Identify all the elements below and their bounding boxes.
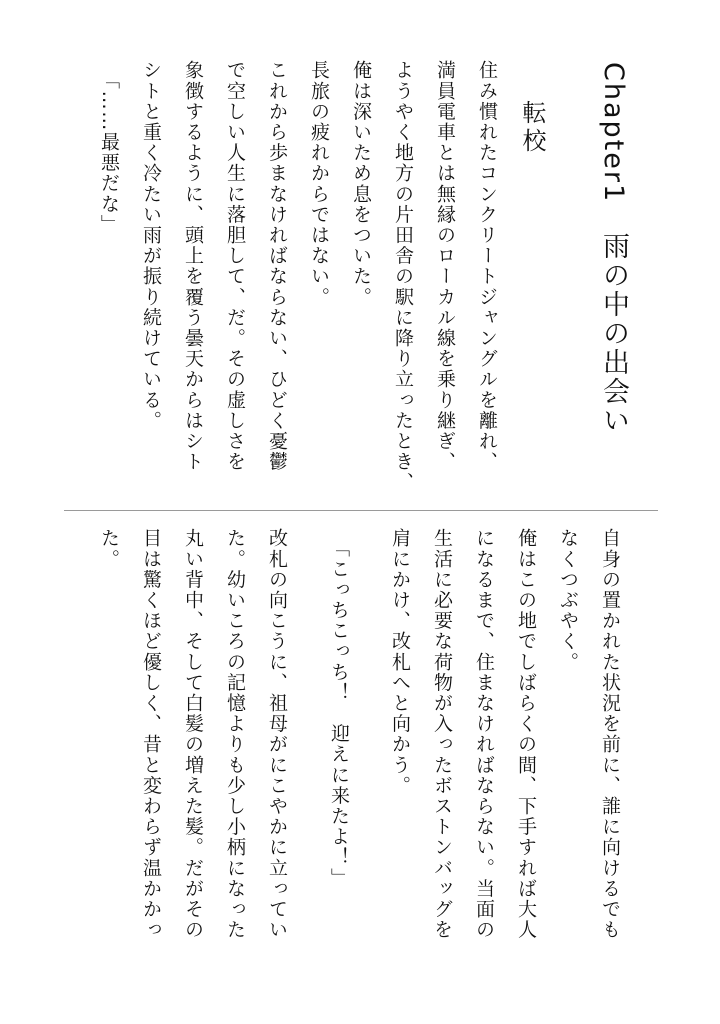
lower-body-line: た。 bbox=[98, 528, 120, 570]
upper-body-line: 俺は深いため息をついた。 bbox=[350, 60, 372, 308]
lower-body-line: 俺はこの地でしばらくの間、下手すれば大人 bbox=[515, 528, 537, 940]
lower-body-line: なくつぶやく。 bbox=[557, 528, 579, 673]
page-divider bbox=[64, 510, 658, 511]
upper-body-line: これから歩まなければならない、ひどく憂鬱 bbox=[266, 60, 288, 472]
lower-body-line: 肩にかけ、改札へと向かう。 bbox=[389, 528, 411, 796]
upper-body-line: シトと重く冷たい雨が振り続けている。 bbox=[140, 60, 162, 431]
upper-body-line: で空しい人生に落胆して、だ。その虚しさを bbox=[224, 60, 246, 472]
lower-body-line: 自身の置かれた状況を前に、誰に向けるでも bbox=[599, 528, 621, 940]
lower-dialogue-line: 「こっちこっち！ 迎えに来たよ！」 bbox=[328, 538, 350, 889]
upper-body-line: ようやく地方の片田舎の駅に降り立ったとき、 bbox=[392, 60, 414, 493]
upper-dialogue-line: 「……最悪だな」 bbox=[98, 70, 120, 235]
lower-body-line: 生活に必要な荷物が入ったボストンバッグを bbox=[431, 528, 453, 940]
chapter-title: Chapter1 雨の中の出会い bbox=[598, 62, 629, 436]
lower-body-line: 改札の向こうに、祖母がにこやかに立ってい bbox=[266, 528, 288, 940]
section-title: 転校 bbox=[518, 100, 546, 156]
upper-body-line: 長旅の疲れからではない。 bbox=[308, 60, 330, 308]
lower-body-line: になるまで、住まなければならない。当面の bbox=[473, 528, 495, 940]
upper-body-line: 住み慣れたコンクリートジャングルを離れ、 bbox=[476, 60, 498, 472]
lower-body-line: 丸い背中、そして白髪の増えた髪。だがその bbox=[182, 528, 204, 940]
lower-body-line: 目は驚くほど優しく、昔と変わらず温かかっ bbox=[140, 528, 162, 940]
lower-body-line: た。幼いころの記憶よりも少し小柄になった bbox=[224, 528, 246, 940]
upper-body-line: 満員電車とは無縁のローカル線を乗り継ぎ、 bbox=[434, 60, 456, 472]
upper-body-line: 象徴するように、頭上を覆う曇天からはシト bbox=[182, 60, 204, 472]
